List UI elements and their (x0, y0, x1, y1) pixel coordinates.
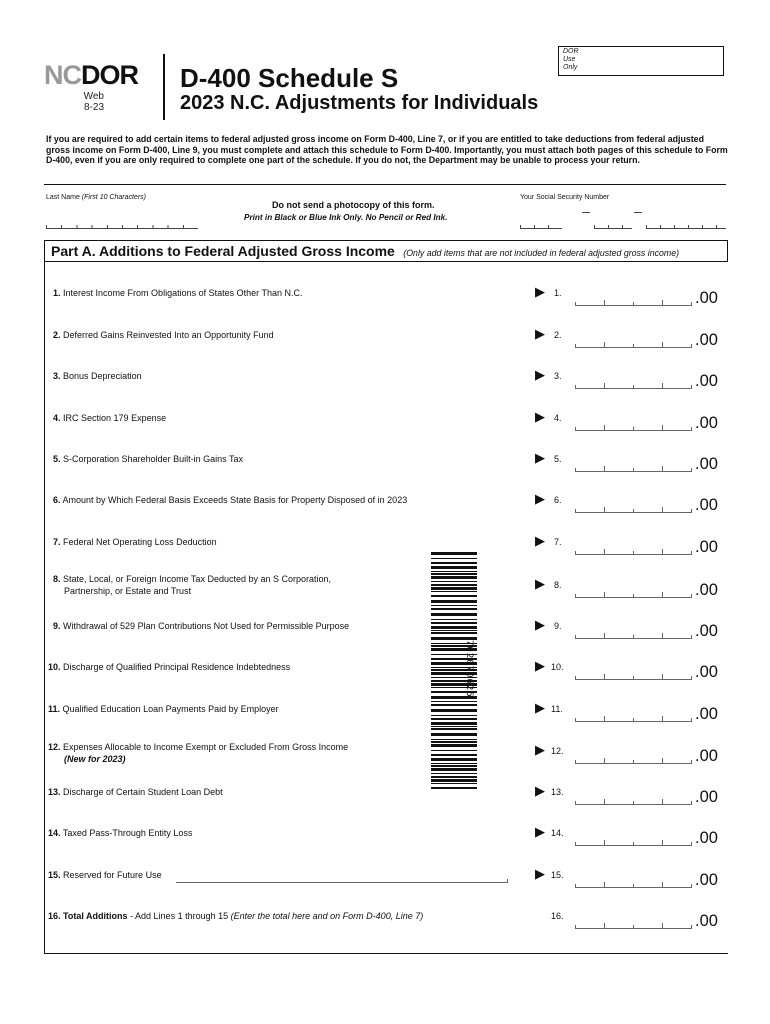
field-tick (633, 344, 634, 348)
barcode-bar (431, 630, 477, 631)
field-tick (575, 676, 576, 680)
field-tick (691, 842, 692, 846)
barcode-bar (431, 576, 477, 579)
field-tick (691, 718, 692, 722)
barcode-bar (431, 581, 477, 582)
line-1-amount[interactable] (575, 300, 691, 306)
field-tick (604, 425, 605, 431)
arrow-icon: ▶ (535, 742, 545, 757)
field-tick (691, 676, 692, 680)
field-tick (604, 300, 605, 306)
ssn-field-group[interactable] (594, 221, 632, 229)
field-tick (575, 718, 576, 722)
field-tick (575, 842, 576, 846)
ssn-dash (582, 212, 590, 213)
arrow-icon: ▶ (535, 866, 545, 881)
line-2: 2. Deferred Gains Reinvested Into an Opportunity Fund ▶ 2. .00 (53, 326, 718, 349)
line-4-amount[interactable] (575, 425, 691, 431)
barcode-bar (431, 587, 477, 590)
field-tick (604, 674, 605, 680)
field-tick (575, 551, 576, 555)
field-tick (604, 549, 605, 555)
field-tick (575, 302, 576, 306)
barcode-bar (431, 739, 477, 740)
form-title: D-400 Schedule S (180, 63, 399, 93)
barcode-bar (431, 605, 477, 606)
field-tick (691, 468, 692, 472)
arrow-icon: ▶ (535, 533, 545, 548)
field-tick (604, 342, 605, 348)
line-4: 4. IRC Section 179 Expense ▶ 4. .00 (53, 409, 718, 432)
line-15: 15. Reserved for Future Use ▶ 15. .00 (48, 866, 718, 889)
field-tick (691, 302, 692, 306)
line-15-amount[interactable] (575, 882, 691, 888)
barcode-bar (431, 613, 477, 616)
photocopy-warning: Do not send a photocopy of this form. (272, 200, 435, 210)
arrow-icon: ▶ (535, 617, 545, 632)
arrow-icon: ▶ (535, 576, 545, 591)
field-tick (662, 549, 663, 555)
line-16: 16. Total Additions - Add Lines 1 through 15 (Enter the total here and on Form D-400, Line 7) 16. .00 (48, 911, 718, 930)
arrow-icon: ▶ (535, 326, 545, 341)
line-8-amount[interactable] (575, 592, 691, 598)
field-tick (662, 633, 663, 639)
barcode-bar (431, 741, 477, 743)
barcode-bar (431, 726, 477, 727)
field-tick (662, 923, 663, 929)
field-tick (604, 923, 605, 929)
field-tick (575, 760, 576, 764)
field-tick (662, 466, 663, 472)
line-14-amount[interactable] (575, 840, 691, 846)
field-tick (633, 635, 634, 639)
field-tick (691, 509, 692, 513)
field-tick (633, 385, 634, 389)
field-tick (575, 635, 576, 639)
barcode-bar (431, 558, 477, 559)
instructions: If you are required to add certain items to federal adjusted gross income on Form D-400, Line 7, or if you are entitled to take deductions from federal adjusted gross income on Form D-400, Line 9, you must complete and attach this schedule to Form D-400. Importantly, you must attach both pages of this schedule to Form D-400, even if you are only required to complete one part of the schedule. If you do not, the Department may be unable to process your return. (46, 134, 728, 165)
field-tick (575, 344, 576, 348)
field-tick (575, 427, 576, 431)
barcode-bar (431, 783, 477, 784)
field-tick (604, 592, 605, 598)
line-12: 12. Expenses Allocable to Income Exempt or Excluded From Gross Income (New for 2023) ▶ 12. .00 (48, 742, 718, 765)
barcode-bar (431, 552, 477, 555)
field-tick (662, 799, 663, 805)
field-tick (604, 716, 605, 722)
field-tick (662, 342, 663, 348)
barcode-bar (431, 622, 477, 624)
line-14: 14. Taxed Pass-Through Entity Loss ▶ 14. .00 (48, 824, 718, 847)
dor-use-only-box: DOR Use Only (558, 46, 724, 76)
ink-note: Print in Black or Blue Ink Only. No Pencil or Red Ink. (244, 213, 448, 222)
field-tick (633, 302, 634, 306)
arrow-icon: ▶ (535, 409, 545, 424)
field-tick (604, 507, 605, 513)
field-tick (662, 507, 663, 513)
barcode-bar (431, 728, 477, 730)
field-tick (662, 840, 663, 846)
line-13: 13. Discharge of Certain Student Loan Debt ▶ 13. .00 (48, 783, 718, 806)
field-tick (604, 383, 605, 389)
line-5-amount[interactable] (575, 466, 691, 472)
barcode-bar (431, 571, 477, 572)
ssn-field-serial[interactable] (646, 221, 726, 229)
field-tick (633, 594, 634, 598)
barcode-bar (431, 758, 477, 761)
form-subtitle: 2023 N.C. Adjustments for Individuals (180, 92, 539, 114)
line-15-description-field[interactable] (176, 882, 508, 883)
barcode-bar (431, 566, 477, 569)
line-6-amount[interactable] (575, 507, 691, 513)
field-tick (662, 592, 663, 598)
barcode-bar (431, 562, 477, 564)
barcode-bar (431, 733, 477, 736)
arrow-icon: ▶ (535, 491, 545, 506)
ncdor-logo: NCDOR (44, 60, 138, 90)
field-tick (604, 466, 605, 472)
barcode-bar (431, 779, 477, 782)
line-2-amount[interactable] (575, 342, 691, 348)
field-tick (633, 676, 634, 680)
line-1: 1. Interest Income From Obligations of States Other Than N.C. ▶ 1. .00 (53, 284, 718, 307)
barcode-bar (431, 608, 477, 610)
arrow-icon: ▶ (535, 367, 545, 382)
field-tick (633, 760, 634, 764)
line-6: 6. Amount by Which Federal Basis Exceeds State Basis for Property Disposed of in 2023 ▶ 6. .00 (53, 491, 718, 514)
line-5: 5. S-Corporation Shareholder Built-in Gains Tax ▶ 5. .00 (53, 450, 718, 473)
line-9-amount[interactable] (575, 633, 691, 639)
form-version: Web 8-23 (83, 91, 104, 113)
ssn-dash (634, 212, 642, 213)
barcode-bar (431, 591, 477, 592)
barcode-bar (431, 701, 477, 702)
field-tick (691, 427, 692, 431)
field-tick (691, 801, 692, 805)
field-tick (691, 385, 692, 389)
line-12-amount[interactable] (575, 758, 691, 764)
field-tick (575, 594, 576, 598)
barcode-bar (431, 709, 477, 712)
field-tick (633, 427, 634, 431)
barcode-bar (431, 619, 477, 620)
field-tick (662, 674, 663, 680)
line-11-amount[interactable] (575, 716, 691, 722)
field-tick (575, 925, 576, 929)
arrow-icon: ▶ (535, 783, 545, 798)
field-tick (604, 633, 605, 639)
last-name-label: Last Name (First 10 Characters) (46, 194, 146, 201)
barcode-bar (431, 768, 477, 771)
field-tick (691, 760, 692, 764)
line-3-amount[interactable] (575, 383, 691, 389)
arrow-icon: ▶ (535, 450, 545, 465)
line-7: 7. Federal Net Operating Loss Deduction ▶ 7. .00 (53, 533, 718, 556)
field-tick (633, 801, 634, 805)
barcode-bar (431, 754, 477, 756)
field-tick (633, 551, 634, 555)
part-a-frame (44, 953, 728, 954)
field-tick (633, 884, 634, 888)
field-tick (604, 799, 605, 805)
field-tick (691, 884, 692, 888)
field-tick (633, 468, 634, 472)
divider (44, 184, 726, 185)
barcode-bar (431, 776, 477, 778)
field-tick (633, 925, 634, 929)
line-10-amount[interactable] (575, 674, 691, 680)
barcode-bar (431, 632, 477, 634)
line-10: 10. Discharge of Qualified Principal Residence Indebtedness ▶ 10. .00 (48, 658, 718, 681)
header-divider (163, 54, 165, 120)
field-tick (662, 300, 663, 306)
field-tick (575, 884, 576, 888)
line-9: 9. Withdrawal of 529 Plan Contributions Not Used for Permissible Purpose ▶ 9. .00 (53, 617, 718, 640)
line-16-amount[interactable] (575, 923, 691, 929)
arrow-icon: ▶ (535, 658, 545, 673)
barcode-bar (431, 600, 477, 603)
line-7-amount[interactable] (575, 549, 691, 555)
barcode-bar (431, 763, 477, 764)
field-tick (662, 716, 663, 722)
field-tick (604, 758, 605, 764)
arrow-icon: ▶ (535, 284, 545, 299)
barcode-bar (431, 787, 477, 789)
barcode-bar (431, 715, 477, 716)
barcode-bar (431, 773, 477, 774)
line-8: 8. State, Local, or Foreign Income Tax Deducted by an S Corporation, Partnership, or Estate and Trust ▶ 8. .00 (53, 574, 718, 599)
field-tick (691, 551, 692, 555)
field-tick (575, 509, 576, 513)
barcode-bar (431, 573, 477, 575)
field-tick (604, 840, 605, 846)
field-tick (662, 758, 663, 764)
barcode-bar (431, 750, 477, 751)
field-tick (633, 509, 634, 513)
barcode-bar (431, 704, 477, 706)
barcode-bar (431, 744, 477, 747)
field-tick (662, 882, 663, 888)
field-tick (575, 801, 576, 805)
barcode-bar (431, 718, 477, 720)
field-tick (575, 468, 576, 472)
last-name-field[interactable] (46, 221, 198, 229)
field-tick (633, 718, 634, 722)
field-tick (691, 925, 692, 929)
barcode-bar (431, 595, 477, 597)
barcode-bar (431, 626, 477, 629)
field-tick (662, 383, 663, 389)
field-tick (633, 842, 634, 846)
part-a-frame (44, 262, 45, 954)
ssn-label: Your Social Security Number (520, 194, 610, 201)
line-13-amount[interactable] (575, 799, 691, 805)
arrow-icon: ▶ (535, 824, 545, 839)
ssn-field-area[interactable] (520, 221, 562, 229)
barcode-bar (431, 765, 477, 767)
part-a-header: Part A. Additions to Federal Adjusted Gross Income (Only add items that are not included in federal adjusted gross income) (44, 240, 728, 262)
field-tick (662, 425, 663, 431)
field-tick (604, 882, 605, 888)
line-11: 11. Qualified Education Loan Payments Paid by Employer ▶ 11. .00 (48, 700, 718, 723)
field-tick (691, 635, 692, 639)
barcode-bar (431, 722, 477, 725)
arrow-icon: ▶ (535, 700, 545, 715)
field-tick (691, 594, 692, 598)
barcode-bar (431, 584, 477, 586)
field-tick (575, 385, 576, 389)
field-tick (691, 344, 692, 348)
barcode-number: 702070625 (464, 640, 474, 698)
line-3: 3. Bonus Depreciation ▶ 3. .00 (53, 367, 718, 390)
